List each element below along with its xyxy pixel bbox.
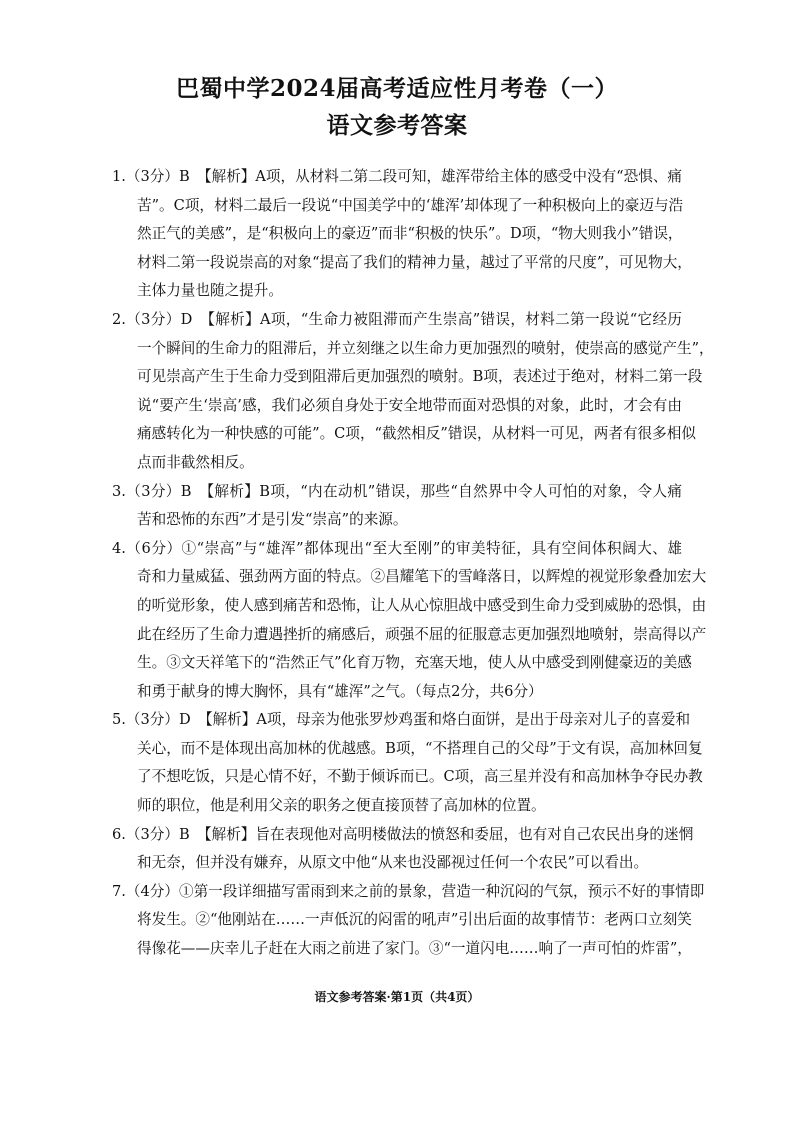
- document-subtitle: 语文参考答案: [326, 112, 468, 139]
- answer-line: 然正气的美感”，是“积极向上的豪迈”而非“积极的快乐”。D项，“物大则我小”错误，: [137, 225, 683, 243]
- document-title: 巴蜀中学2024届高考适应性月考卷（一）: [175, 75, 618, 102]
- answer-line: 点而非截然相反。: [137, 453, 254, 471]
- answer-line: 4.（6分）①“崇高”与“雄浑”都体现出“至大至刚”的审美特征，具有空间体积阔大、雄: [112, 539, 682, 557]
- answer-line: 将发生。②“他刚站在……一声低沉的闷雷的吼声”引出后面的故事情节：老两口立刻笑: [137, 911, 692, 929]
- answer-line: 奇和力量威猛、强劲两方面的特点。②昌耀笔下的雪峰落日，以辉煌的视觉形象叠加宏大: [137, 568, 707, 586]
- answer-line: 可见崇高产生于生命力受到阻滞后更加强烈的喷射。B项，表述过于绝对，材料二第一段: [137, 368, 703, 386]
- answer-line: 关心，而不是体现出高加林的优越感。B项，“不搭理自己的父母”于文有误，高加林回复: [137, 739, 703, 757]
- answer-line: 和勇于献身的博大胸怀，具有“雄浑”之气。（每点2分，共6分）: [137, 682, 543, 700]
- answer-item: [112, 821, 694, 878]
- answer-line: 和无奈，但并没有嫌弃，从原文中他“从来也没鄙视过任何一个农民”可以看出。: [137, 854, 649, 872]
- answer-item: [112, 878, 705, 964]
- answer-line: 说“要产生‘崇高’感，我们必须自身处于安全地带而面对恐惧的对象，此时，才会有由: [137, 396, 682, 414]
- answer-item: [112, 706, 703, 820]
- answer-line: 此在经历了生命力遭遇挫折的痛感后，顽强不屈的征服意志更加强烈地喷射，崇高得以产: [137, 625, 707, 643]
- answer-item: [112, 478, 682, 535]
- answer-line: 了不想吃饭，只是心情不好，不勤于倾诉而已。C项，高三星并没有和高加林争夺民办教: [137, 768, 703, 786]
- answer-item: [112, 163, 692, 306]
- answer-line: 一个瞬间的生命力的阻滞后，并立刻继之以生命力更加强烈的喷射，使崇高的感觉产生”，: [137, 339, 714, 357]
- answer-line: 苦和恐怖的东西”才是引发“崇高”的来源。: [137, 511, 408, 529]
- answer-line: 痛感转化为一种快感的可能”。C项，“截然相反”错误，从材料一可见，两者有很多相似: [137, 425, 696, 443]
- answer-line: 的听觉形象，使人感到痛苦和恐怖，让人从心惊胆战中感受到生命力受到威胁的恐惧，由: [137, 596, 707, 614]
- answer-line: 6.（3分）B 【解析】旨在表现他对高明楼做法的愤怒和委屈，也有对自己农民出身的迷惘: [112, 825, 694, 843]
- answer-line: 师的职位，他是利用父亲的职务之便直接顶替了高加林的位置。: [137, 797, 546, 815]
- answer-line: 5.（3分）D 【解析】A项，母亲为他张罗炒鸡蛋和烙白面饼，是出于母亲对儿子的喜爱和: [112, 711, 691, 729]
- answer-line: 1.（3分）B 【解析】A项，从材料二第二段可知，雄浑带给主体的感受中没有“恐惧、痛: [112, 168, 683, 185]
- answer-line: 生。③文天祥笔下的“浩然正气”化育万物，充塞天地，使人从中感受到刚健豪迈的美感: [137, 654, 692, 672]
- answer-line: 得像花——庆幸儿子赶在大雨之前进了家门。③“一道闪电……响了一声可怕的炸雷”，: [137, 940, 692, 958]
- answer-item: [112, 306, 714, 478]
- answer-item: [112, 535, 707, 707]
- answer-line: 7.（4分）①第一段详细描写雷雨到来之前的景象，营造一种沉闷的气氛，预示不好的事情即: [112, 882, 705, 900]
- answer-line: 3.（3分）B 【解析】B项，“内在动机”错误，那些“自然界中令人可怕的对象，令人痛: [112, 482, 682, 500]
- answer-line: 苦”。C项，材料二最后一段说“中国美学中的‘雄浑’却体现了一种积极向上的豪迈与浩: [137, 196, 684, 214]
- answer-line: 材料二第一段说崇高的对象“提高了我们的精神力量，越过了平常的尺度”，可见物大，: [137, 253, 692, 271]
- page-footer: 语文参考答案·第1页（共4页）: [314, 990, 480, 1004]
- answer-line: 2.（3分）D 【解析】A项，“生命力被阻滞而产生崇高”错误，材料二第一段说“它经历: [112, 310, 682, 328]
- answer-list: [112, 163, 714, 964]
- answer-line: 主体力量也随之提升。: [137, 282, 283, 300]
